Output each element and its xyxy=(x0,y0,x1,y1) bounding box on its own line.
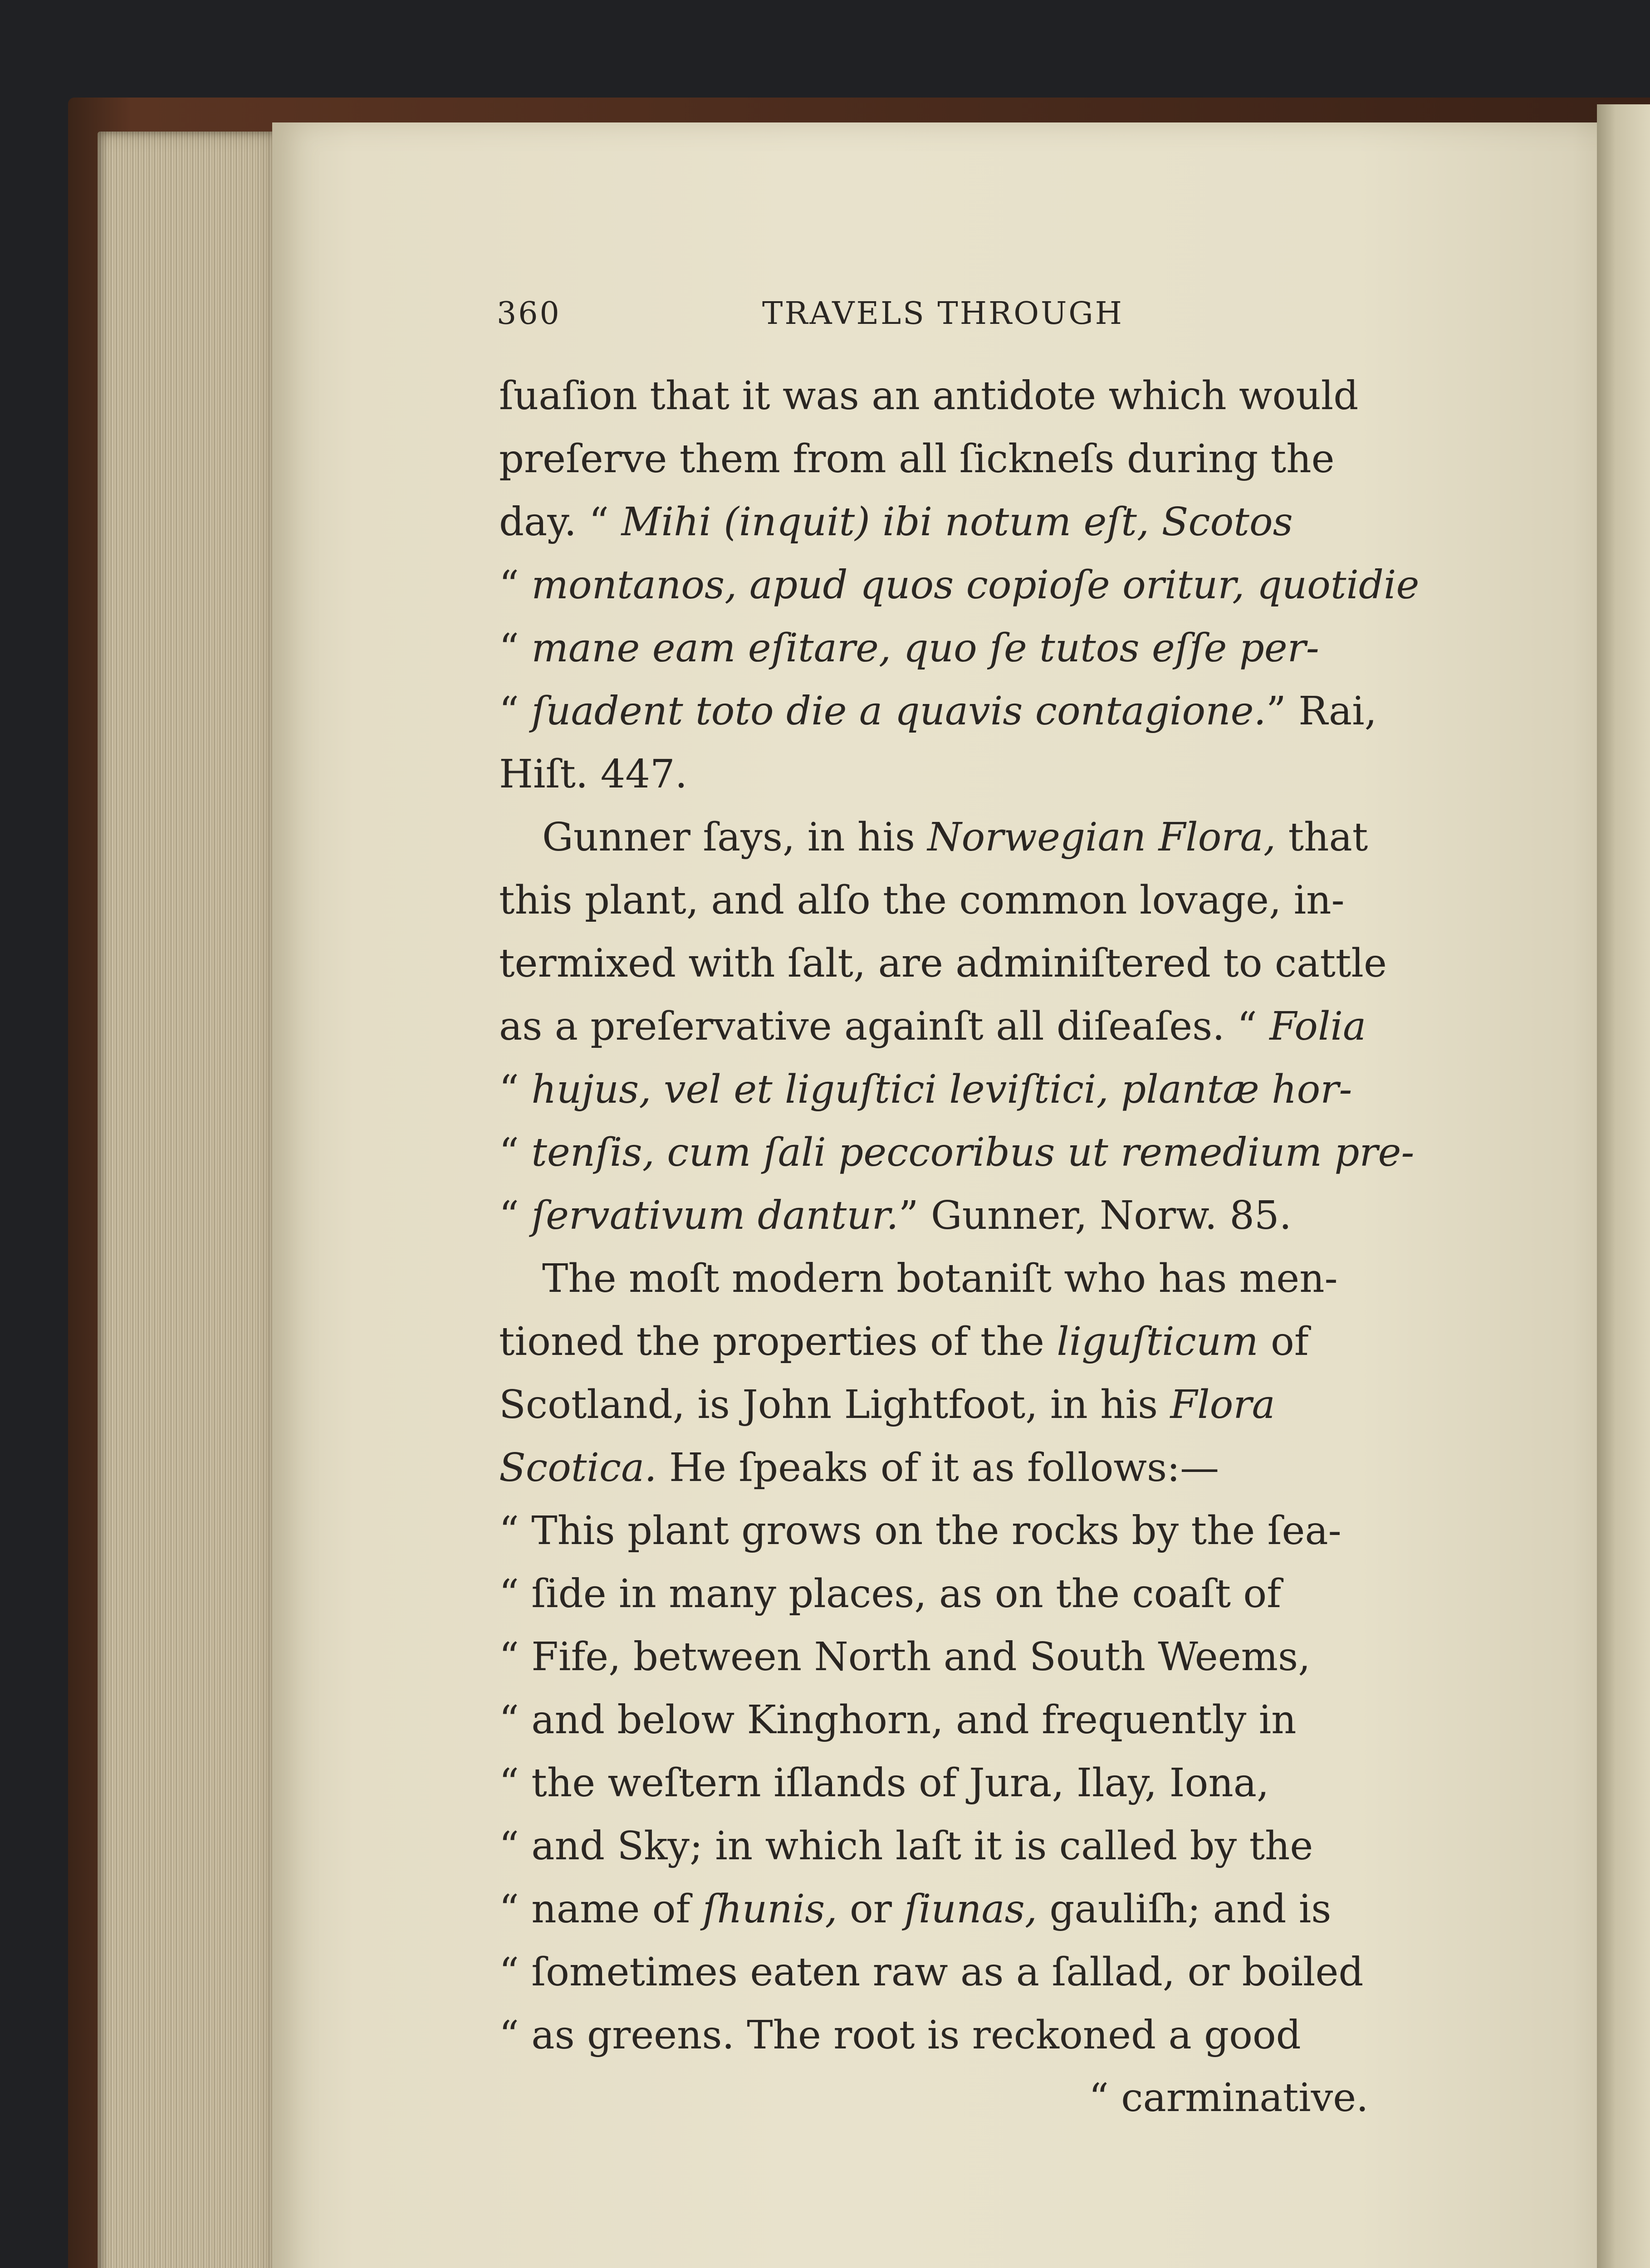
text-line xyxy=(499,1887,1332,1932)
text-line xyxy=(499,1760,1269,1806)
text-run: “ the weſtern iſlands of Jura, Ilay, Iona, xyxy=(499,1760,1269,1806)
text-run: “ xyxy=(499,562,532,608)
text-run: “ xyxy=(499,1067,532,1112)
text-line xyxy=(499,1067,1352,1112)
text-run: “ ſometimes eaten raw as a ſallad, or boiled xyxy=(499,1950,1364,1995)
italic-run: hujus, vel et liguſtici leviſtici, plantæ hor- xyxy=(531,1067,1352,1112)
italic-run: ſuadent toto die a quavis contagione. xyxy=(531,689,1266,734)
text-line xyxy=(499,436,1335,482)
text-run: day. “ xyxy=(499,499,622,545)
text-run: “ xyxy=(499,1193,532,1238)
text-run: “ ſide in many places, as on the coaſt of xyxy=(499,1571,1281,1617)
text-run: “ Fife, between North and South Weems, xyxy=(499,1634,1311,1680)
running-title: TRAVELS THROUGH xyxy=(762,296,1124,332)
text-line xyxy=(542,1256,1338,1301)
italic-run: montanos, apud quos copioſe oritur, quotidie xyxy=(531,562,1420,608)
text-run: “ as greens. The root is reckoned a good xyxy=(499,2013,1301,2058)
facing-page-edge xyxy=(1597,104,1650,2268)
text-run: “ xyxy=(499,689,532,734)
text-line xyxy=(499,626,1319,671)
text-run: or xyxy=(837,1887,905,1932)
italic-run: Folia xyxy=(1269,1004,1366,1049)
text-line xyxy=(499,752,688,797)
catchword: “ carminative. xyxy=(1089,2075,1369,2121)
text-line xyxy=(499,1382,1275,1427)
text-run: of xyxy=(1258,1319,1309,1364)
page-number: 360 xyxy=(497,296,561,332)
italic-run: liguſticum xyxy=(1057,1319,1258,1364)
text-line xyxy=(542,815,1368,860)
text-run: preſerve them from all ſickneſs during the xyxy=(499,436,1335,482)
text-line xyxy=(499,1950,1364,1995)
text-run: as a preſervative againſt all diſeaſes. “ xyxy=(499,1004,1270,1049)
italic-run: Flora xyxy=(1170,1382,1275,1427)
text-run: “ and Sky; in which laſt it is called by the xyxy=(499,1823,1313,1869)
text-line xyxy=(499,941,1387,986)
text-run: “ xyxy=(499,626,532,671)
italic-run: Scotica. xyxy=(499,1445,657,1491)
text-line xyxy=(499,1823,1313,1869)
text-line xyxy=(499,689,1377,734)
italic-run: Mihi (inquit) ibi notum eſt, Scotos xyxy=(621,499,1293,545)
text-run: ” Gunner, Norw. 85. xyxy=(898,1193,1292,1238)
text-line xyxy=(499,562,1420,608)
text-run: Hiſt. 447. xyxy=(499,752,688,797)
text-run: ” Rai, xyxy=(1266,689,1377,734)
text-line xyxy=(499,1193,1292,1238)
text-line xyxy=(499,1445,1219,1491)
text-line xyxy=(499,1130,1415,1175)
text-run: that xyxy=(1276,815,1368,860)
text-run: Scotland, is John Lightfoot, in his xyxy=(499,1382,1170,1427)
text-run: Gunner ſays, in his xyxy=(542,815,928,860)
text-run: “ xyxy=(499,1130,532,1175)
text-run: gauliſh; and is xyxy=(1037,1887,1332,1932)
italic-run: tenſis, cum ſali peccoribus ut remedium pre- xyxy=(531,1130,1415,1175)
text-run: ſuaſion that it was an antidote which would xyxy=(499,373,1359,419)
italic-run: ſhunis, xyxy=(702,1887,837,1932)
text-run: “ This plant grows on the rocks by the ſea- xyxy=(499,1508,1342,1554)
italic-run: ſervativum dantur. xyxy=(531,1193,899,1238)
text-line xyxy=(499,1571,1281,1617)
text-run: He ſpeaks of it as follows:— xyxy=(656,1445,1219,1491)
page-edges xyxy=(98,132,288,2268)
text-line xyxy=(499,373,1359,419)
text-line xyxy=(499,1508,1342,1554)
text-run: tioned the properties of the xyxy=(499,1319,1057,1364)
italic-run: ſiunas, xyxy=(904,1887,1038,1932)
text-line xyxy=(499,1004,1366,1049)
text-line xyxy=(499,878,1345,923)
text-run: “ and below Kinghorn, and frequently in xyxy=(499,1697,1297,1743)
text-line xyxy=(499,1319,1309,1364)
text-line xyxy=(499,2013,1301,2058)
italic-run: mane eam eſitare, quo ſe tutos eſſe per- xyxy=(531,626,1319,671)
italic-run: Norwegian Flora, xyxy=(927,815,1276,860)
text-line xyxy=(499,1697,1297,1743)
text-line xyxy=(499,499,1293,545)
text-run: this plant, and alſo the common lovage, in- xyxy=(499,878,1345,923)
text-run: “ name of xyxy=(499,1887,703,1932)
text-run: termixed with ſalt, are adminiſtered to cattle xyxy=(499,941,1387,986)
text-line xyxy=(499,1634,1311,1680)
text-run: The moſt modern botaniſt who has men- xyxy=(542,1256,1338,1301)
